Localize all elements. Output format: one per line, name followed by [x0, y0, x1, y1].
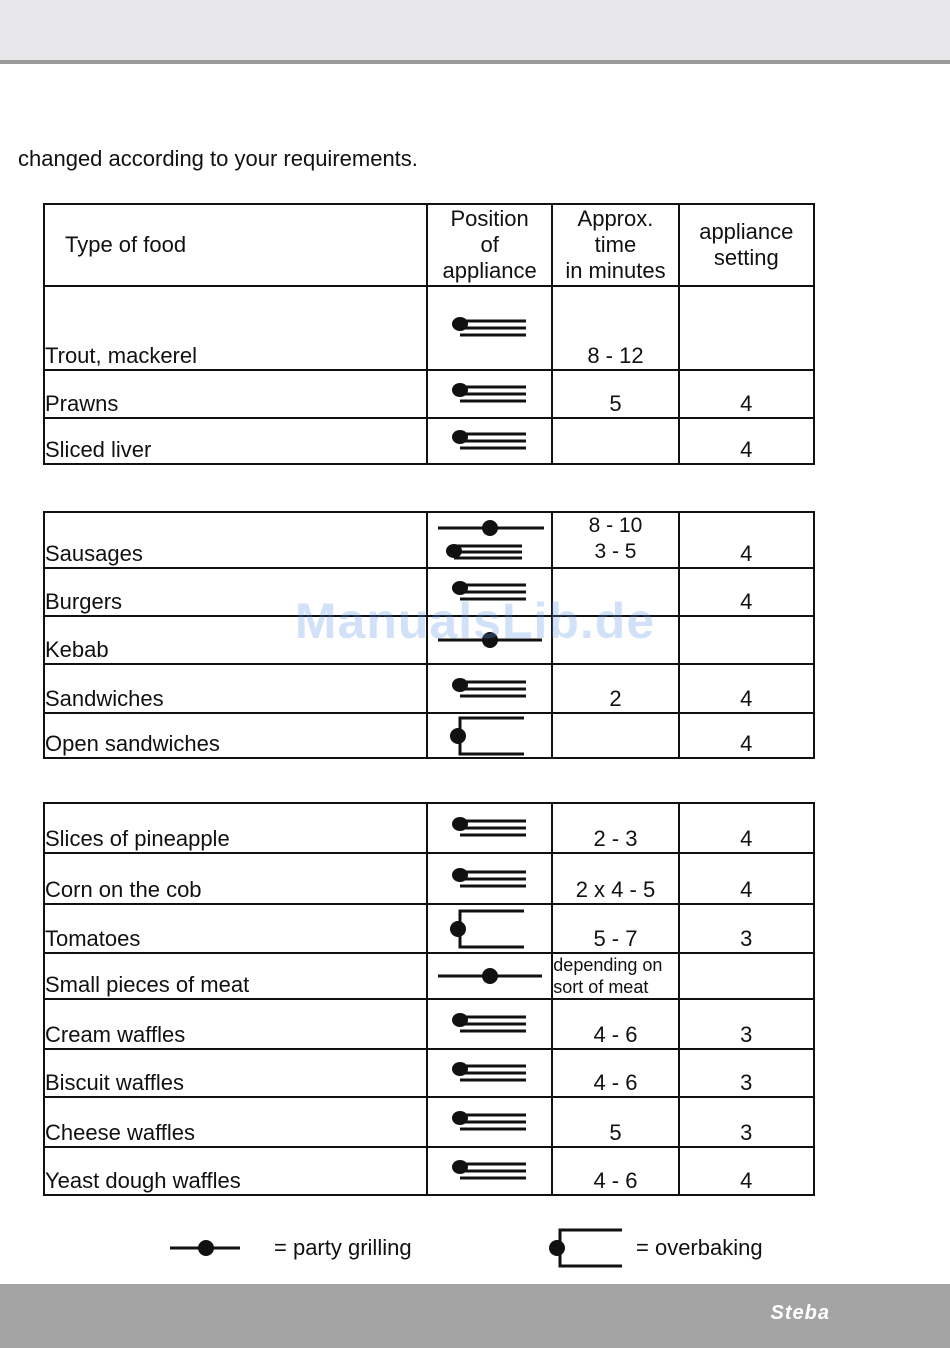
- appliance-position: [427, 713, 552, 758]
- appliance-setting: 4: [679, 568, 814, 616]
- top-bar: [0, 0, 950, 64]
- appliance-position: [427, 1049, 552, 1097]
- cooking-time: [552, 286, 678, 370]
- cooking-time: [552, 904, 678, 953]
- cooking-time: [552, 853, 678, 904]
- grill-position-icon: [450, 1012, 530, 1036]
- food-name: Corn on the cob: [44, 853, 427, 904]
- grill-position-icon: [450, 867, 530, 891]
- grill-position-icon: [450, 382, 530, 406]
- cooking-time: [552, 713, 678, 758]
- cooking-time: [552, 664, 678, 713]
- header-time-line: in minutes: [565, 258, 666, 283]
- table-row: [44, 1147, 814, 1195]
- food-name: Cream waffles: [44, 999, 427, 1049]
- food-name: Burgers: [44, 568, 427, 616]
- food-table-3: [43, 802, 815, 1196]
- party-grilling-icon: [436, 965, 544, 987]
- grill-position-icon: [450, 816, 530, 840]
- header-time: [552, 204, 678, 286]
- appliance-position: [427, 286, 552, 370]
- header-setting-line: appliance: [699, 219, 794, 244]
- appliance-position: [427, 803, 552, 853]
- steba-logo: Steba: [770, 1302, 830, 1324]
- food-name: Yeast dough waffles: [44, 1147, 427, 1195]
- cooking-time: [552, 953, 678, 999]
- time-line: 8 - 12: [587, 343, 644, 368]
- cooking-time: [552, 1147, 678, 1195]
- table-row: [44, 370, 814, 418]
- overbaking-icon: [450, 716, 530, 756]
- appliance-setting: 4: [679, 853, 814, 904]
- appliance-position: [427, 853, 552, 904]
- appliance-position: [427, 953, 552, 999]
- table-row: [44, 953, 814, 999]
- appliance-setting: 4: [679, 1147, 814, 1195]
- table-row: [44, 713, 814, 758]
- header-position-line: Position: [450, 206, 529, 231]
- table-row: [44, 853, 814, 904]
- grill-position-icon: [450, 316, 530, 340]
- party-and-grill-icon: [434, 518, 546, 562]
- time-line: 5: [609, 391, 622, 416]
- party-grilling-icon: [168, 1238, 242, 1258]
- appliance-setting: 4: [679, 370, 814, 418]
- overbaking-icon: [546, 1228, 626, 1268]
- appliance-setting: [679, 286, 814, 370]
- table-row: [44, 904, 814, 953]
- legend-party-label: = party grilling: [274, 1235, 412, 1260]
- header-type-of-food: Type of food: [44, 204, 427, 286]
- appliance-setting: 3: [679, 1049, 814, 1097]
- cooking-time: [552, 1097, 678, 1147]
- food-name: Trout, mackerel: [44, 286, 427, 370]
- appliance-setting: 4: [679, 512, 814, 568]
- intro-text: changed according to your requirements.: [18, 146, 418, 171]
- food-name: Tomatoes: [44, 904, 427, 953]
- appliance-setting: 4: [679, 664, 814, 713]
- table-row: [44, 803, 814, 853]
- cooking-time: [552, 418, 678, 464]
- food-name: Biscuit waffles: [44, 1049, 427, 1097]
- header-setting-line: setting: [713, 245, 779, 270]
- time-line: 2 x 4 - 5: [575, 877, 656, 902]
- food-name: Sandwiches: [44, 664, 427, 713]
- time-line: 5: [609, 1120, 622, 1145]
- time-line: 8 - 10: [588, 514, 643, 537]
- legend-party: [168, 1228, 412, 1268]
- food-table-1: [43, 203, 815, 465]
- table-row: [44, 664, 814, 713]
- table-row: [44, 1049, 814, 1097]
- food-name: Sausages: [44, 512, 427, 568]
- grill-position-icon: [450, 429, 530, 453]
- cooking-time: [552, 999, 678, 1049]
- appliance-setting: 4: [679, 418, 814, 464]
- time-line: depending on: [553, 955, 663, 975]
- food-name: Small pieces of meat: [44, 953, 427, 999]
- appliance-position: [427, 370, 552, 418]
- table-row: [44, 999, 814, 1049]
- table-row: [44, 418, 814, 464]
- table-row: [44, 512, 814, 568]
- appliance-position: [427, 904, 552, 953]
- appliance-setting: 3: [679, 999, 814, 1049]
- food-name: Slices of pineapple: [44, 803, 427, 853]
- header-time-line: time: [594, 232, 637, 257]
- watermark: ManualsLib.de: [294, 593, 656, 649]
- cooking-time: [552, 803, 678, 853]
- time-line: 4 - 6: [593, 1022, 638, 1047]
- appliance-setting: [679, 953, 814, 999]
- food-name: Kebab: [44, 616, 427, 664]
- appliance-position: [427, 1097, 552, 1147]
- time-line: 2: [609, 686, 622, 711]
- grill-position-icon: [450, 1061, 530, 1085]
- table-header-row: [44, 204, 814, 286]
- time-line: sort of meat: [553, 977, 649, 997]
- appliance-position: [427, 512, 552, 568]
- header-position: [427, 204, 552, 286]
- food-name: Prawns: [44, 370, 427, 418]
- grill-position-icon: [450, 1159, 530, 1183]
- appliance-setting: 3: [679, 904, 814, 953]
- time-line: 4 - 6: [593, 1070, 638, 1095]
- header-setting: [679, 204, 814, 286]
- food-name: Sliced liver: [44, 418, 427, 464]
- grill-position-icon: [450, 677, 530, 701]
- food-name: Open sandwiches: [44, 713, 427, 758]
- appliance-setting: 3: [679, 1097, 814, 1147]
- grill-position-icon: [450, 1110, 530, 1134]
- overbaking-icon: [450, 909, 530, 949]
- time-line: 4 - 6: [593, 1168, 638, 1193]
- legend-overbake-label: = overbaking: [636, 1235, 763, 1260]
- header-position-line: appliance: [442, 258, 537, 283]
- time-line: 2 - 3: [593, 826, 638, 851]
- cooking-time: [552, 1049, 678, 1097]
- table-row: [44, 286, 814, 370]
- appliance-position: [427, 999, 552, 1049]
- header-time-line: Approx.: [577, 206, 654, 231]
- table-row: [44, 1097, 814, 1147]
- food-name: Cheese waffles: [44, 1097, 427, 1147]
- bottom-bar: [0, 1284, 950, 1348]
- cooking-time: [552, 512, 678, 568]
- appliance-setting: 4: [679, 713, 814, 758]
- appliance-position: [427, 418, 552, 464]
- appliance-position: [427, 1147, 552, 1195]
- appliance-position: [427, 664, 552, 713]
- time-line: 5 - 7: [593, 926, 638, 951]
- legend-overbake: [546, 1228, 763, 1268]
- appliance-setting: 4: [679, 803, 814, 853]
- header-position-line: of: [480, 232, 499, 257]
- time-line: 3 - 5: [594, 540, 637, 563]
- cooking-time: [552, 370, 678, 418]
